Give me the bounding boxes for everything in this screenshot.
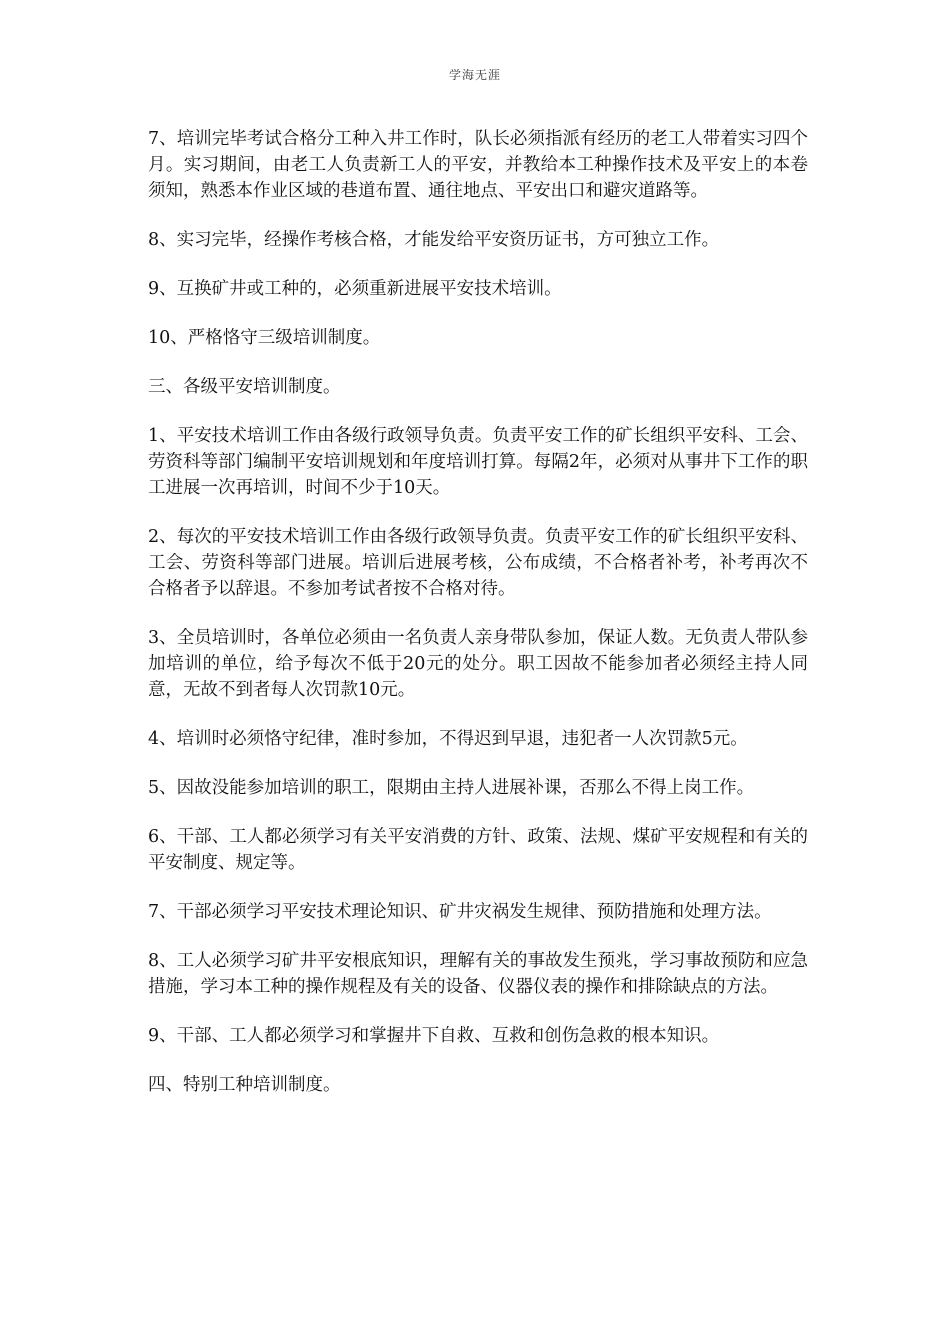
paragraph: 3、全员培训时，各单位必须由一名负责人亲身带队参加，保证人数。无负责人带队参加培训的单位，给予每次不低于20元的处分。职工因故不能参加者必须经主持人同意，无故不到者每人次罚款10元。 — [148, 628, 808, 700]
paragraph: 7、培训完毕考试合格分工种入井工作时，队长必须指派有经历的老工人带着实习四个月。实习期间，由老工人负责新工人的平安，并教给本工种操作技术及平安上的本卷须知，熟悉本作业区域的巷道布置、通往地点、平安出口和避灾道路等。 — [148, 129, 808, 201]
paragraph: 6、干部、工人都必须学习有关平安消费的方针、政策、法规、煤矿平安规程和有关的平安制度、规定等。 — [148, 827, 808, 873]
section-heading: 三、各级平安培训制度。 — [148, 377, 341, 397]
paragraph: 9、干部、工人都必须学习和掌握井下自救、互救和创伤急救的根本知识。 — [148, 1026, 720, 1046]
paragraph: 7、干部必须学习平安技术理论知识、矿井灾祸发生规律、预防措施和处理方法。 — [148, 902, 772, 922]
paragraph: 2、每次的平安技术培训工作由各级行政领导负责。负责平安工作的矿长组织平安科、工会、劳资科等部门进展。培训后进展考核，公布成绩，不合格者补考，补考再次不合格者予以辞退。不参加考试者按不合格对待。 — [148, 527, 808, 599]
paragraph: 4、培训时必须恪守纪律，准时参加，不得迟到早退，违犯者一人次罚款5元。 — [148, 729, 748, 749]
paragraph: 8、工人必须学习矿井平安根底知识，理解有关的事故发生预兆，学习事故预防和应急措施，学习本工种的操作规程及有关的设备、仪器仪表的操作和排除缺点的方法。 — [148, 951, 808, 997]
paragraph: 10、严格恪守三级培训制度。 — [148, 328, 381, 348]
document-body — [148, 126, 808, 1121]
paragraph: 5、因故没能参加培训的职工，限期由主持人进展补课，否那么不得上岗工作。 — [148, 778, 755, 798]
section-heading: 四、特别工种培训制度。 — [148, 1075, 341, 1095]
page-header: 学海无涯 — [448, 68, 501, 82]
paragraph: 1、平安技术培训工作由各级行政领导负责。负责平安工作的矿长组织平安科、工会、劳资科等部门编制平安培训规划和年度培训打算。每隔2年，必须对从事井下工作的职工进展一次再培训，时间不少于10天。 — [148, 426, 808, 498]
paragraph: 8、实习完毕，经操作考核合格，才能发给平安资历证书，方可独立工作。 — [148, 230, 720, 250]
paragraph: 9、互换矿井或工种的，必须重新进展平安技术培训。 — [148, 279, 562, 299]
